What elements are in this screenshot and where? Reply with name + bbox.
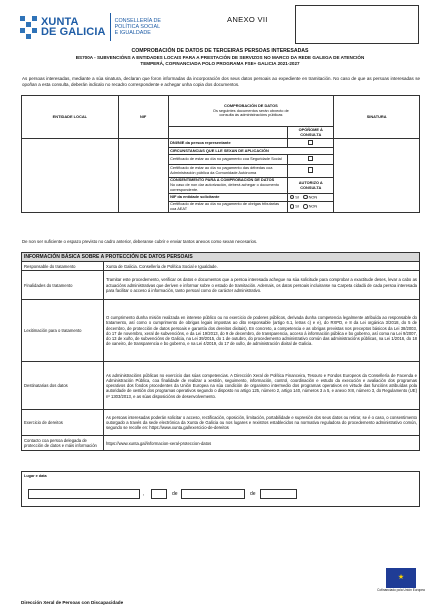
row-ss: Certificado de estar ao día no pagamento coa Seguridade Social [168,155,288,164]
row-aeat: Certificado de estar ao día no pagamento de obrigas tributarias coa AEAT [168,201,288,213]
nif-yes-no[interactable]: SI NON [288,194,334,201]
col-authorize: AUTORIZO A CONSULTA [288,177,334,194]
document-title: COMPROBACIÓN DE DATOS DE TERCEIRAS PERSOAS INTERESADAS [131,48,309,54]
row-dni: DNI/NIE da persoa representante [168,139,288,148]
entity-name-field[interactable] [22,139,119,213]
col-nif: NIF [118,96,168,139]
dni-checkbox[interactable] [308,140,314,146]
signature-field[interactable] [334,139,420,213]
col-signature: SINATURA [334,96,420,139]
row-nif-entity: NIF da entidade solicitante [168,194,288,201]
col-data: COMPROBACIÓN DE DATOS Os seguintes documentos serán obxecto de consulta ás administracións públicas [168,96,334,127]
consent-table [21,95,420,213]
registry-stamp-box [295,5,419,44]
value-purposes: Tramitar este procedemento, verificar os datos e documentos que a persoa interesada achegue na súa solicitude para comprobar a exactitude deses, levar a cabo as actuacións administrativas que deriven e informar sobre o estado de tramitación. Ademais, os datos persoais incluiranse na Carpeta cidadá de cada persoa interesada para facilitar o acceso á información, tanto persoal como de carácter administrativo. [104,271,420,300]
row-circumstances: CIRCUNSTANCIAS QUE LLE SEXAN DE APLICACIÓN [168,148,334,155]
department-name: CONSELLERÍA DE POLÍTICA SOCIAL E IGUALDADE [114,17,161,37]
ss-checkbox[interactable] [308,156,314,162]
year-field[interactable] [260,489,297,499]
data-protection-table [21,252,420,451]
eu-funding-logo: ★ Cofinanciado pola Unión Europea [377,568,425,593]
label-legitimation: Lexitimación para o tratamento [22,300,104,362]
label-contact: Contacto coa persoa delegada de protección de datos e máis información [22,436,104,451]
value-controller: Xunta de Galicia. Consellería de Política Social e Igualdade. [104,262,420,271]
value-contact-url[interactable]: https://www.xunta.gal/informacion-xeral-proteccion-datos [104,436,420,451]
footer-directorate: Dirección Xeral de Persoas con Discapacidade [21,600,124,605]
place-date-label: Lugar e data [24,474,47,478]
place-field[interactable] [28,489,140,499]
aeat-yes-no[interactable]: SI NON [288,201,334,213]
brand-name: XUNTA DE GALICIA [41,15,106,38]
month-field[interactable] [181,489,245,499]
day-field[interactable] [151,489,167,499]
row-xunta-debts: Certificado de estar ao día no pagamento das débedas coa Administración pública da Comunidade Autónoma [168,164,288,177]
place-date-box [21,471,420,507]
label-rights: Exercicio de dereitos [22,410,104,436]
eu-flag-icon: ★ [386,568,416,588]
radio-yes[interactable] [290,195,295,200]
col-oppose: OPÓÑOME Á CONSULTA [288,127,334,139]
date-of-1: de [172,491,178,497]
space-note: De non ser suficiente o espazo previsto no cadro anterior, deberanse cubrir e enviar tantos anexos como sexan necesarios. [22,239,258,244]
label-purposes: Finalidades do tratamento [22,271,104,300]
label-recipients: Destinatarias dos datos [22,362,104,410]
col-entity: ENTIDADE LOCAL [22,96,119,139]
value-legitimation: O cumprimento dunha misión realizada en interese público ou no exercicio de poderes públicos, derivada dunha competencia legalmente atribuída ao responsable do tratamento, así como o cumprimento de obrigas legais impostas ao dito responsable (artigo 6.1, letras c) e e), do RXPD, e 8 da Lei orgánica 3/2018, do 5 de decembro, de protección de datos persoais e garantía dos dereitos dixitais). En concreto, a competencia e as obrigas previstas nos preceptos básicos da Lei 38/2003, do 17 de novembro, xeral de subvencións, e da Lei 19/2013, do 9 de decembro, de transparencia, acceso á información pública e bo goberno, así coma na Lei 9/2007, do 13 de xuño, de subvencións de Galicia, na Lei 39/2015, do 1 de outubro, do procedemento administrativo común das administracións públicas, na Lei 1/2016, do 18 de xaneiro, de transparencia e bo goberno, e na Lei 4/2019, do 17 de xullo, de administración dixital de Galicia. [104,300,420,362]
place-separator: , [143,491,145,497]
xunta-emblem-icon [20,16,37,39]
value-recipients: As administracións públicas no exercicio das súas competencias. A Dirección Xeral de Política Financeira, Tesouro e Fondos Europeos da Consellería de Facenda e Administración Pública, coa finalidade de realizar a xestión, seguimento, información, control, coordinación e estudo da execución e avaliación dos programas operativos dos fondos procedentes da Unión Europea na súa condición de organismo intermedio dos programas operativos en virtude das funcións atribuídas pola autoridade de xestión dos programas operativos segundo o disposto no artigo 125, número 2, artigo 140, números 3 a 5, e anexo XIII, número 3, do Regulamento (UE) nº 1303/2013, e as súas disposicións de desenvolvemento. [104,362,420,410]
xunta-debts-checkbox[interactable] [308,167,314,173]
intro-paragraph: As persoas interesadas, mediante a súa sinatura, declaran que foron informadas da incorporación dos seus datos persoais ao expediente en tramitación. No caso de que as persoas interesadas se opoñan a esta consulta, deberán indicalo no recadro correspondente e achegar unha copia dos documentos. [22,76,420,87]
xunta-logo [20,13,161,41]
radio-no[interactable] [303,204,308,209]
row-consent: CONSENTIMENTO PARA A COMPROBACIÓN DE DATOS No caso de non dar autorización, deberá achegar o documento correspondente. [168,177,288,194]
date-of-2: de [250,491,256,497]
section-heading: INFORMACIÓN BÁSICA SOBRE A PROTECCIÓN DE DATOS PERSOAIS [22,253,420,262]
value-rights: As persoas interesadas poderán solicitar o acceso, rectificación, oposición, limitación, portabilidade e supresión dos seus datos ou retirar, se é o caso, o consentimento outorgado a través da sede electrónica da Xunta de Galicia ou nos lugares e rexistros establecidos na normativa reguladora do procedemento administrativo común, segundo se recolle en: https://www.xunta.gal/exercicio-de-dereitos [104,410,420,436]
signature-area [21,513,420,585]
annex-label: ANEXO VII [227,15,268,24]
label-controller: Responsable do tratamento [22,262,104,271]
radio-no[interactable] [303,195,308,200]
radio-yes[interactable] [290,204,295,209]
document-subtitle: BS700A - SUBVENCIÓNS A ENTIDADES LOCAIS PARA A PRESTACIÓN DE SERVIZOS NO MARCO DA REDE GALEGA DE ATENCIÓN TEMPERÁ, COFINANCIADA POLO PROGRAMA FSE+ GALICIA 2021-2027 [75,55,365,66]
nif-field[interactable] [118,139,168,213]
